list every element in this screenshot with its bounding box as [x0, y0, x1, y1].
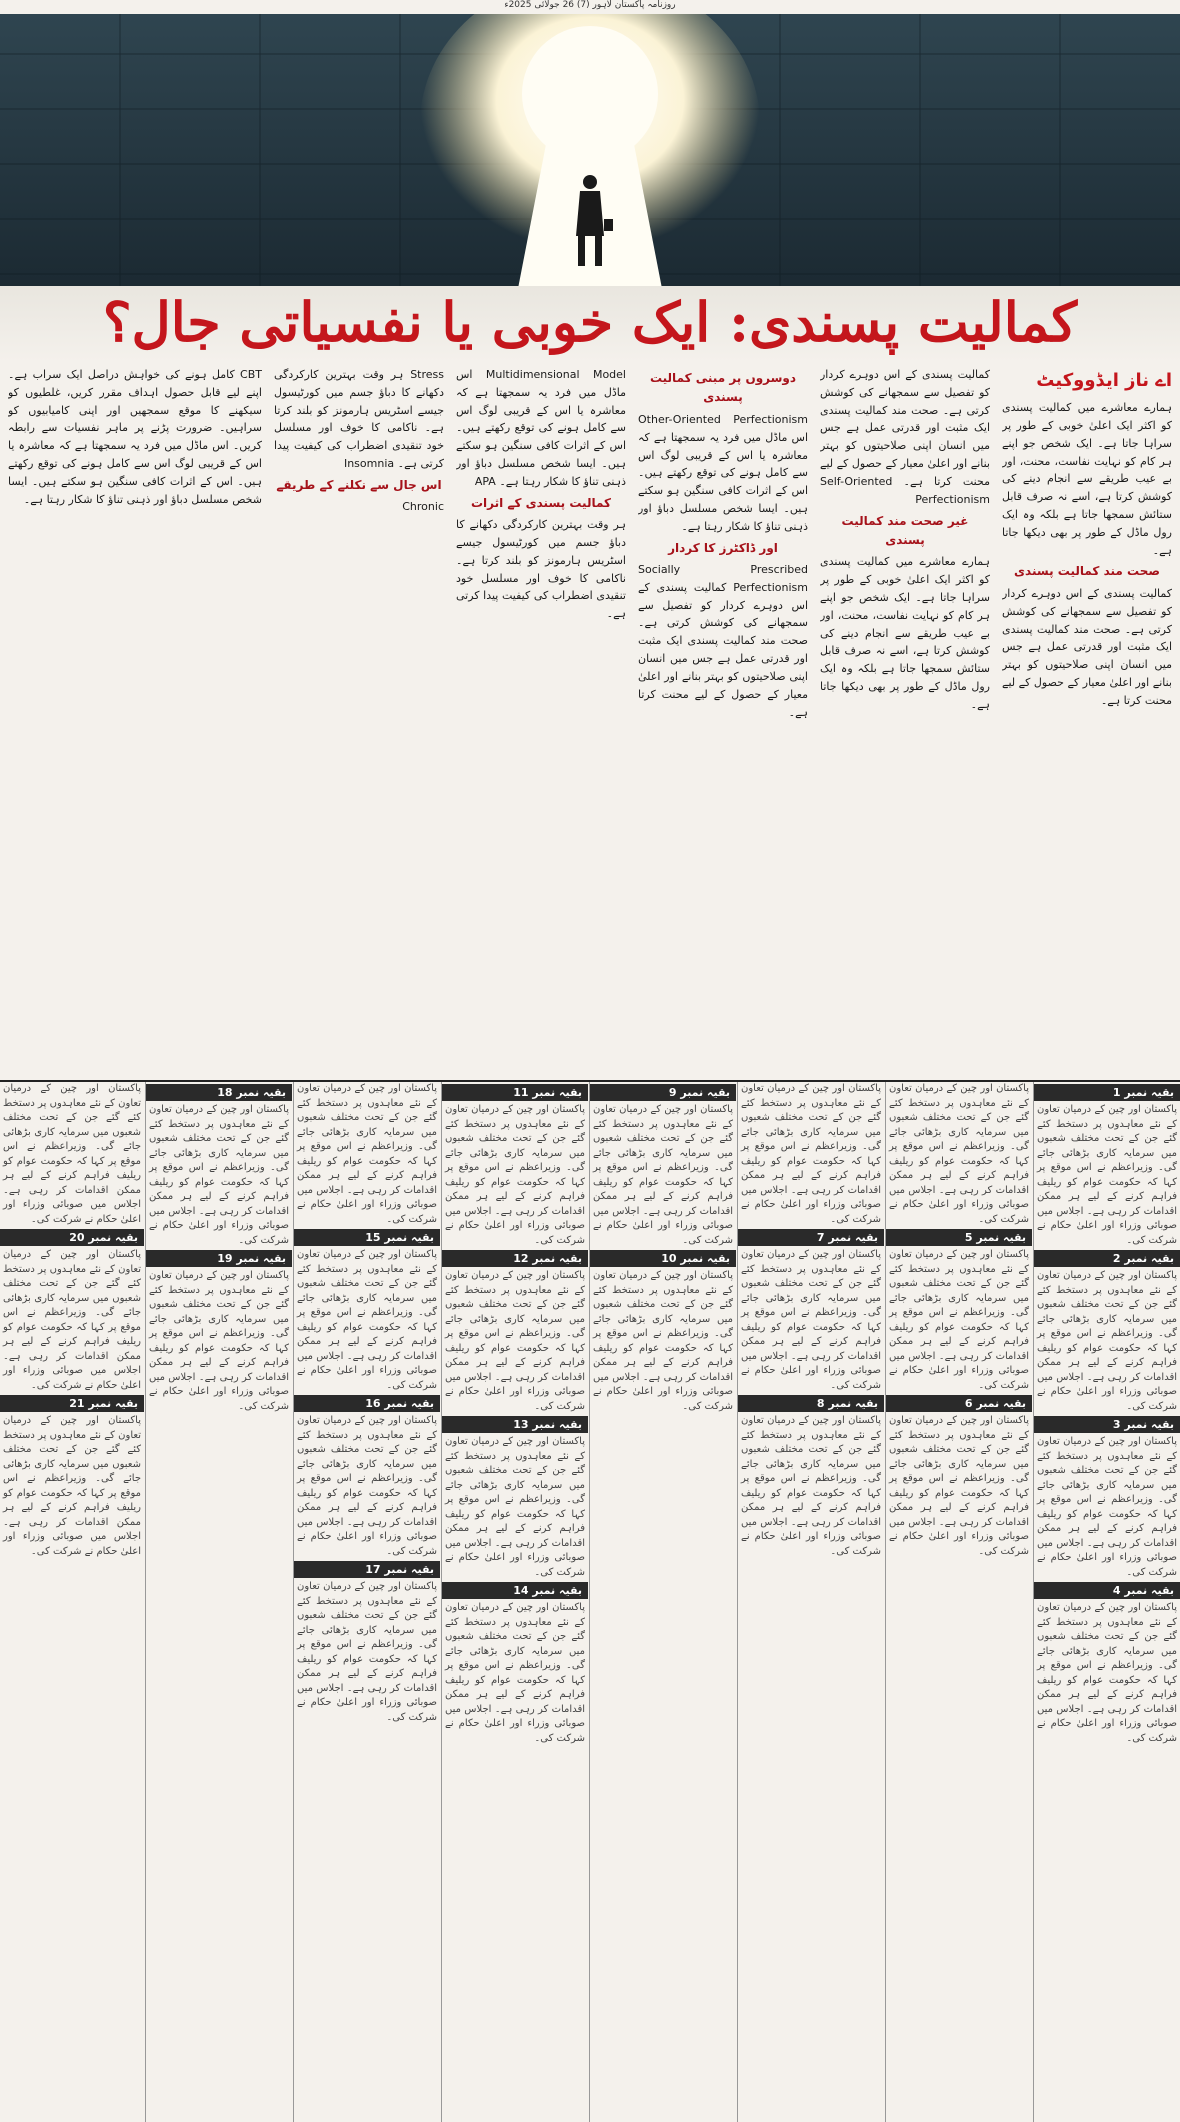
continuation-column-2	[885, 1082, 1032, 2122]
english-term: Chronic	[402, 500, 444, 514]
continuation-column-8	[0, 1082, 144, 2122]
continuation-label: بقیہ نمبر 20	[0, 1229, 144, 1246]
english-term: Self-Oriented Perfectionism	[820, 474, 990, 506]
continuation-text: پاکستان اور چین کے درمیان تعاون کے نئے معاہدوں پر دستخط کئے گئے جن کے تحت مختلف شعبوں میں سرمایہ کاری بڑھائی جائے گی۔ وزیراعظم نے اس موقع پر کہا کہ حکومت عوام کو ریلیف فراہم کرنے کے لیے ہر ممکن اقدامات کر رہی ہے۔ اجلاس میں صوبائی وزراء اور اعلیٰ حکام نے شرکت کی۔	[593, 1270, 733, 1412]
continuation-text: پاکستان اور چین کے درمیان تعاون کے نئے معاہدوں پر دستخط کئے گئے جن کے تحت مختلف شعبوں میں سرمایہ کاری بڑھائی جائے گی۔ وزیراعظم نے اس موقع پر کہا کہ حکومت عوام کو ریلیف فراہم کرنے کے لیے ہر ممکن اقدامات کر رہی ہے۔ اجلاس میں صوبائی وزراء اور اعلیٰ حکام نے شرکت کی۔	[593, 1104, 733, 1246]
continuation-text: پاکستان اور چین کے درمیان تعاون کے نئے معاہدوں پر دستخط کئے گئے جن کے تحت مختلف شعبوں میں سرمایہ کاری بڑھائی جائے گی۔ وزیراعظم نے اس موقع پر کہا کہ حکومت عوام کو ریلیف فراہم کرنے کے لیے ہر ممکن اقدامات کر رہی ہے۔ اجلاس میں صوبائی وزراء اور اعلیٰ حکام نے شرکت کی۔	[297, 1415, 437, 1557]
continuation-text: پاکستان اور چین کے درمیان تعاون کے نئے معاہدوں پر دستخط کئے گئے جن کے تحت مختلف شعبوں میں سرمایہ کاری بڑھائی جائے گی۔ وزیراعظم نے اس موقع پر کہا کہ حکومت عوام کو ریلیف فراہم کرنے کے لیے ہر ممکن اقدامات کر رہی ہے۔ اجلاس میں صوبائی وزراء اور اعلیٰ حکام نے شرکت کی۔	[889, 1249, 1029, 1391]
continuation-text: پاکستان اور چین کے درمیان تعاون کے نئے معاہدوں پر دستخط کئے گئے جن کے تحت مختلف شعبوں میں سرمایہ کاری بڑھائی جائے گی۔ وزیراعظم نے اس موقع پر کہا کہ حکومت عوام کو ریلیف فراہم کرنے کے لیے ہر ممکن اقدامات کر رہی ہے۔ اجلاس میں صوبائی وزراء اور اعلیٰ حکام نے شرکت کی۔	[741, 1249, 881, 1391]
subheading: کمالیت پسندی کے اثرات	[471, 495, 611, 510]
continuation-label: بقیہ نمبر 2	[1034, 1250, 1180, 1267]
article-paragraph: اس ماڈل میں فرد یہ سمجھتا ہے کہ معاشرہ یا اس کے قریبی لوگ اس سے کامل ہونے کی توقع رکھتے ہیں۔ اس کے اثرات کافی سنگین ہو سکتے ہیں۔ ایسا شخص مسلسل دباؤ اور ذہنی تناؤ کا شکار رہتا ہے۔	[456, 368, 626, 488]
article-paragraph: ہر وقت بہترین کارکردگی دکھانے کا دباؤ جسم میں کورٹیسول جیسے اسٹریس ہارمونز کو بلند کرتا ہے۔ ناکامی کا خوف اور مسلسل خود تنقیدی اضطراب کی کیفیت پیدا کرتی ہے۔	[456, 518, 626, 621]
continuation-text: پاکستان اور چین کے درمیان تعاون کے نئے معاہدوں پر دستخط کئے گئے جن کے تحت مختلف شعبوں میں سرمایہ کاری بڑھائی جائے گی۔ وزیراعظم نے اس موقع پر کہا کہ حکومت عوام کو ریلیف فراہم کرنے کے لیے ہر ممکن اقدامات کر رہی ہے۔ اجلاس میں صوبائی وزراء اور اعلیٰ حکام نے شرکت کی۔	[3, 1249, 141, 1391]
continuation-label: بقیہ نمبر 15	[294, 1229, 440, 1246]
article-body	[0, 366, 1180, 1078]
continuation-label: بقیہ نمبر 16	[294, 1395, 440, 1412]
continuation-text: پاکستان اور چین کے درمیان تعاون کے نئے معاہدوں پر دستخط کئے گئے جن کے تحت مختلف شعبوں میں سرمایہ کاری بڑھائی جائے گی۔ وزیراعظم نے اس موقع پر کہا کہ حکومت عوام کو ریلیف فراہم کرنے کے لیے ہر ممکن اقدامات کر رہی ہے۔ اجلاس میں صوبائی وزراء اور اعلیٰ حکام نے شرکت کی۔	[297, 1083, 437, 1225]
article-column-2	[820, 366, 990, 1078]
article-paragraph: کامل ہونے کی خواہش دراصل ایک سراب ہے۔ اپنے لیے قابل حصول اہداف مقرر کریں، غلطیوں کو سیکھنے کا موقع سمجھیں اور اپنی کامیابیوں کو سراہیں۔ ضرورت پڑنے پر ماہر نفسیات سے رابطہ کریں۔	[8, 368, 262, 453]
continuation-label: بقیہ نمبر 10	[590, 1250, 736, 1267]
english-term: Multidimensional Model	[485, 368, 626, 381]
continuation-column-4	[589, 1082, 736, 2122]
english-term: Other-Oriented Perfectionism	[638, 412, 808, 426]
english-term: Stress	[410, 368, 444, 381]
article-paragraph: ہر وقت بہترین کارکردگی دکھانے کا دباؤ جسم میں کورٹیسول جیسے اسٹریس ہارمونز کو بلند کرتا ہے۔ ناکامی کا خوف اور مسلسل خود تنقیدی اضطراب کی کیفیت پیدا کرتی ہے۔	[274, 368, 444, 471]
continuation-text: پاکستان اور چین کے درمیان تعاون کے نئے معاہدوں پر دستخط کئے گئے جن کے تحت مختلف شعبوں میں سرمایہ کاری بڑھائی جائے گی۔ وزیراعظم نے اس موقع پر کہا کہ حکومت عوام کو ریلیف فراہم کرنے کے لیے ہر ممکن اقدامات کر رہی ہے۔ اجلاس میں صوبائی وزراء اور اعلیٰ حکام نے شرکت کی۔	[445, 1270, 585, 1412]
continuation-column-3	[737, 1082, 884, 2122]
article-column-5	[274, 366, 444, 1078]
continuation-label: بقیہ نمبر 21	[0, 1395, 144, 1412]
continuation-label: بقیہ نمبر 13	[442, 1416, 588, 1433]
continuation-label: بقیہ نمبر 11	[442, 1084, 588, 1101]
continuation-column-5	[441, 1082, 588, 2122]
continuation-label: بقیہ نمبر 9	[590, 1084, 736, 1101]
continuation-label: بقیہ نمبر 1	[1034, 1084, 1180, 1101]
continuation-text: پاکستان اور چین کے درمیان تعاون کے نئے معاہدوں پر دستخط کئے گئے جن کے تحت مختلف شعبوں میں سرمایہ کاری بڑھائی جائے گی۔ وزیراعظم نے اس موقع پر کہا کہ حکومت عوام کو ریلیف فراہم کرنے کے لیے ہر ممکن اقدامات کر رہی ہے۔ اجلاس میں صوبائی وزراء اور اعلیٰ حکام نے شرکت کی۔	[445, 1104, 585, 1246]
continuation-text: پاکستان اور چین کے درمیان تعاون کے نئے معاہدوں پر دستخط کئے گئے جن کے تحت مختلف شعبوں میں سرمایہ کاری بڑھائی جائے گی۔ وزیراعظم نے اس موقع پر کہا کہ حکومت عوام کو ریلیف فراہم کرنے کے لیے ہر ممکن اقدامات کر رہی ہے۔ اجلاس میں صوبائی وزراء اور اعلیٰ حکام نے شرکت کی۔	[149, 1270, 289, 1412]
article-paragraph: کمالیت پسندی کے اس دوہرے کردار کو تفصیل سے سمجھانے کی کوشش کرتی ہے۔ صحت مند کمالیت پسندی ایک مثبت اور قدرتی عمل ہے جس میں انسان اپنی صلاحیتوں کو بہتر بنانے اور اعلیٰ معیار کے حصول کے لیے محنت کرتا ہے۔	[820, 368, 990, 488]
continuation-text: پاکستان اور چین کے درمیان تعاون کے نئے معاہدوں پر دستخط کئے گئے جن کے تحت مختلف شعبوں میں سرمایہ کاری بڑھائی جائے گی۔ وزیراعظم نے اس موقع پر کہا کہ حکومت عوام کو ریلیف فراہم کرنے کے لیے ہر ممکن اقدامات کر رہی ہے۔ اجلاس میں صوبائی وزراء اور اعلیٰ حکام نے شرکت کی۔	[741, 1415, 881, 1557]
continuation-label: بقیہ نمبر 5	[886, 1229, 1032, 1246]
continuation-label: بقیہ نمبر 8	[738, 1395, 884, 1412]
english-term: Insomnia	[343, 457, 395, 471]
subheading: دوسروں پر مبنی کمالیت پسندی	[649, 371, 797, 405]
continuation-label: بقیہ نمبر 4	[1034, 1582, 1180, 1599]
continuation-text: پاکستان اور چین کے درمیان تعاون کے نئے معاہدوں پر دستخط کئے گئے جن کے تحت مختلف شعبوں میں سرمایہ کاری بڑھائی جائے گی۔ وزیراعظم نے اس موقع پر کہا کہ حکومت عوام کو ریلیف فراہم کرنے کے لیے ہر ممکن اقدامات کر رہی ہے۔ اجلاس میں صوبائی وزراء اور اعلیٰ حکام نے شرکت کی۔	[1037, 1602, 1177, 1744]
continuation-column-6	[293, 1082, 440, 2122]
continuation-text: پاکستان اور چین کے درمیان تعاون کے نئے معاہدوں پر دستخط کئے گئے جن کے تحت مختلف شعبوں میں سرمایہ کاری بڑھائی جائے گی۔ وزیراعظم نے اس موقع پر کہا کہ حکومت عوام کو ریلیف فراہم کرنے کے لیے ہر ممکن اقدامات کر رہی ہے۔ اجلاس میں صوبائی وزراء اور اعلیٰ حکام نے شرکت کی۔	[1037, 1104, 1177, 1246]
article-column-1	[1002, 366, 1172, 1078]
continuation-label: بقیہ نمبر 12	[442, 1250, 588, 1267]
article-paragraph: ہمارے معاشرے میں کمالیت پسندی کو اکثر ایک اعلیٰ خوبی کے طور پر سراہا جاتا ہے۔ ایک شخص جو اپنے ہر کام کو نہایت نفاست، محنت، اور بے عیب طریقے سے انجام دینے کی کوشش کرتا ہے، اسے نہ صرف قابل ستائش سمجھا جاتا ہے بلکہ وہ ایک رول ماڈل کے طور پر بھی دیکھا جاتا ہے۔	[1002, 401, 1172, 557]
continuation-text: پاکستان اور چین کے درمیان تعاون کے نئے معاہدوں پر دستخط کئے گئے جن کے تحت مختلف شعبوں میں سرمایہ کاری بڑھائی جائے گی۔ وزیراعظم نے اس موقع پر کہا کہ حکومت عوام کو ریلیف فراہم کرنے کے لیے ہر ممکن اقدامات کر رہی ہے۔ اجلاس میں صوبائی وزراء اور اعلیٰ حکام نے شرکت کی۔	[445, 1436, 585, 1578]
continuation-column-1	[1033, 1082, 1180, 2122]
english-term: CBT	[240, 368, 262, 381]
continuation-column-7	[145, 1082, 292, 2122]
continuation-text: پاکستان اور چین کے درمیان تعاون کے نئے معاہدوں پر دستخط کئے گئے جن کے تحت مختلف شعبوں میں سرمایہ کاری بڑھائی جائے گی۔ وزیراعظم نے اس موقع پر کہا کہ حکومت عوام کو ریلیف فراہم کرنے کے لیے ہر ممکن اقدامات کر رہی ہے۔ اجلاس میں صوبائی وزراء اور اعلیٰ حکام نے شرکت کی۔	[297, 1581, 437, 1723]
article-paragraph: اس ماڈل میں فرد یہ سمجھتا ہے کہ معاشرہ یا اس کے قریبی لوگ اس سے کامل ہونے کی توقع رکھتے ہیں۔ اس کے اثرات کافی سنگین ہو سکتے ہیں۔ ایسا شخص مسلسل دباؤ اور ذہنی تناؤ کا شکار رہتا ہے۔	[638, 430, 808, 533]
subheading: اس جال سے نکلنے کے طریقے	[276, 477, 442, 492]
subheading: اور ڈاکٹرز کا کردار	[668, 540, 778, 555]
continuation-text: پاکستان اور چین کے درمیان تعاون کے نئے معاہدوں پر دستخط کئے گئے جن کے تحت مختلف شعبوں میں سرمایہ کاری بڑھائی جائے گی۔ وزیراعظم نے اس موقع پر کہا کہ حکومت عوام کو ریلیف فراہم کرنے کے لیے ہر ممکن اقدامات کر رہی ہے۔ اجلاس میں صوبائی وزراء اور اعلیٰ حکام نے شرکت کی۔	[1037, 1270, 1177, 1412]
english-term: APA	[474, 474, 496, 488]
article-column-4	[456, 366, 626, 1078]
continuation-label: بقیہ نمبر 17	[294, 1561, 440, 1578]
article-paragraph: کمالیت پسندی کے اس دوہرے کردار کو تفصیل سے سمجھانے کی کوشش کرتی ہے۔ صحت مند کمالیت پسندی ایک مثبت اور قدرتی عمل ہے جس میں انسان اپنی صلاحیتوں کو بہتر بنانے اور اعلیٰ معیار کے حصول کے لیے محنت کرتا ہے۔	[638, 580, 808, 719]
continuation-text: پاکستان اور چین کے درمیان تعاون کے نئے معاہدوں پر دستخط کئے گئے جن کے تحت مختلف شعبوں میں سرمایہ کاری بڑھائی جائے گی۔ وزیراعظم نے اس موقع پر کہا کہ حکومت عوام کو ریلیف فراہم کرنے کے لیے ہر ممکن اقدامات کر رہی ہے۔ اجلاس میں صوبائی وزراء اور اعلیٰ حکام نے شرکت کی۔	[889, 1083, 1029, 1225]
continuation-text: پاکستان اور چین کے درمیان تعاون کے نئے معاہدوں پر دستخط کئے گئے جن کے تحت مختلف شعبوں میں سرمایہ کاری بڑھائی جائے گی۔ وزیراعظم نے اس موقع پر کہا کہ حکومت عوام کو ریلیف فراہم کرنے کے لیے ہر ممکن اقدامات کر رہی ہے۔ اجلاس میں صوبائی وزراء اور اعلیٰ حکام نے شرکت کی۔	[445, 1602, 585, 1744]
continuations-section	[0, 1080, 1180, 2122]
english-term: Socially Prescribed Perfectionism	[638, 563, 808, 594]
article-paragraph: کمالیت پسندی کے اس دوہرے کردار کو تفصیل سے سمجھانے کی کوشش کرتی ہے۔ صحت مند کمالیت پسندی ایک مثبت اور قدرتی عمل ہے جس میں انسان اپنی صلاحیتوں کو بہتر بنانے اور اعلیٰ معیار کے حصول کے لیے محنت کرتا ہے۔	[1002, 586, 1172, 707]
article-paragraph: ہمارے معاشرے میں کمالیت پسندی کو اکثر ایک اعلیٰ خوبی کے طور پر سراہا جاتا ہے۔ ایک شخص جو اپنے ہر کام کو نہایت نفاست، محنت، اور بے عیب طریقے سے انجام دینے کی کوشش کرتا ہے، اسے نہ صرف قابل ستائش سمجھا جاتا ہے بلکہ وہ ایک رول ماڈل کے طور پر بھی دیکھا جاتا ہے۔	[820, 555, 990, 711]
continuation-text: پاکستان اور چین کے درمیان تعاون کے نئے معاہدوں پر دستخط کئے گئے جن کے تحت مختلف شعبوں میں سرمایہ کاری بڑھائی جائے گی۔ وزیراعظم نے اس موقع پر کہا کہ حکومت عوام کو ریلیف فراہم کرنے کے لیے ہر ممکن اقدامات کر رہی ہے۔ اجلاس میں صوبائی وزراء اور اعلیٰ حکام نے شرکت کی۔	[3, 1415, 141, 1557]
article-headline: کمالیت پسندی: ایک خوبی یا نفسیاتی جال؟	[102, 290, 1078, 354]
continuation-text: پاکستان اور چین کے درمیان تعاون کے نئے معاہدوں پر دستخط کئے گئے جن کے تحت مختلف شعبوں میں سرمایہ کاری بڑھائی جائے گی۔ وزیراعظم نے اس موقع پر کہا کہ حکومت عوام کو ریلیف فراہم کرنے کے لیے ہر ممکن اقدامات کر رہی ہے۔ اجلاس میں صوبائی وزراء اور اعلیٰ حکام نے شرکت کی۔	[741, 1083, 881, 1225]
continuation-text: پاکستان اور چین کے درمیان تعاون کے نئے معاہدوں پر دستخط کئے گئے جن کے تحت مختلف شعبوں میں سرمایہ کاری بڑھائی جائے گی۔ وزیراعظم نے اس موقع پر کہا کہ حکومت عوام کو ریلیف فراہم کرنے کے لیے ہر ممکن اقدامات کر رہی ہے۔ اجلاس میں صوبائی وزراء اور اعلیٰ حکام نے شرکت کی۔	[3, 1083, 141, 1225]
continuation-label: بقیہ نمبر 3	[1034, 1416, 1180, 1433]
continuation-label: بقیہ نمبر 6	[886, 1395, 1032, 1412]
article-column-6	[8, 366, 262, 1078]
byline: اے ناز ایڈووکیٹ	[1036, 370, 1172, 391]
continuation-label: بقیہ نمبر 18	[146, 1084, 292, 1101]
article-column-3	[638, 366, 808, 1078]
subheading: غیر صحت مند کمالیت پسندی	[841, 513, 969, 547]
continuation-text: پاکستان اور چین کے درمیان تعاون کے نئے معاہدوں پر دستخط کئے گئے جن کے تحت مختلف شعبوں میں سرمایہ کاری بڑھائی جائے گی۔ وزیراعظم نے اس موقع پر کہا کہ حکومت عوام کو ریلیف فراہم کرنے کے لیے ہر ممکن اقدامات کر رہی ہے۔ اجلاس میں صوبائی وزراء اور اعلیٰ حکام نے شرکت کی۔	[889, 1415, 1029, 1557]
continuation-text: پاکستان اور چین کے درمیان تعاون کے نئے معاہدوں پر دستخط کئے گئے جن کے تحت مختلف شعبوں میں سرمایہ کاری بڑھائی جائے گی۔ وزیراعظم نے اس موقع پر کہا کہ حکومت عوام کو ریلیف فراہم کرنے کے لیے ہر ممکن اقدامات کر رہی ہے۔ اجلاس میں صوبائی وزراء اور اعلیٰ حکام نے شرکت کی۔	[149, 1104, 289, 1246]
continuation-label: بقیہ نمبر 7	[738, 1229, 884, 1246]
continuation-label: بقیہ نمبر 14	[442, 1582, 588, 1599]
page-masthead: روزنامہ پاکستان لاہور (7) 26 جولائی 2025ء	[504, 0, 676, 10]
continuation-text: پاکستان اور چین کے درمیان تعاون کے نئے معاہدوں پر دستخط کئے گئے جن کے تحت مختلف شعبوں میں سرمایہ کاری بڑھائی جائے گی۔ وزیراعظم نے اس موقع پر کہا کہ حکومت عوام کو ریلیف فراہم کرنے کے لیے ہر ممکن اقدامات کر رہی ہے۔ اجلاس میں صوبائی وزراء اور اعلیٰ حکام نے شرکت کی۔	[297, 1249, 437, 1391]
article-paragraph: اس ماڈل میں فرد یہ سمجھتا ہے کہ معاشرہ یا اس کے قریبی لوگ اس سے کامل ہونے کی توقع رکھتے ہیں۔ اس کے اثرات کافی سنگین ہو سکتے ہیں۔ ایسا شخص مسلسل دباؤ اور ذہنی تناؤ کا شکار رہتا ہے۔	[8, 439, 262, 506]
continuation-label: بقیہ نمبر 19	[146, 1250, 292, 1267]
continuation-text: پاکستان اور چین کے درمیان تعاون کے نئے معاہدوں پر دستخط کئے گئے جن کے تحت مختلف شعبوں میں سرمایہ کاری بڑھائی جائے گی۔ وزیراعظم نے اس موقع پر کہا کہ حکومت عوام کو ریلیف فراہم کرنے کے لیے ہر ممکن اقدامات کر رہی ہے۔ اجلاس میں صوبائی وزراء اور اعلیٰ حکام نے شرکت کی۔	[1037, 1436, 1177, 1578]
subheading: صحت مند کمالیت پسندی	[1014, 564, 1160, 579]
